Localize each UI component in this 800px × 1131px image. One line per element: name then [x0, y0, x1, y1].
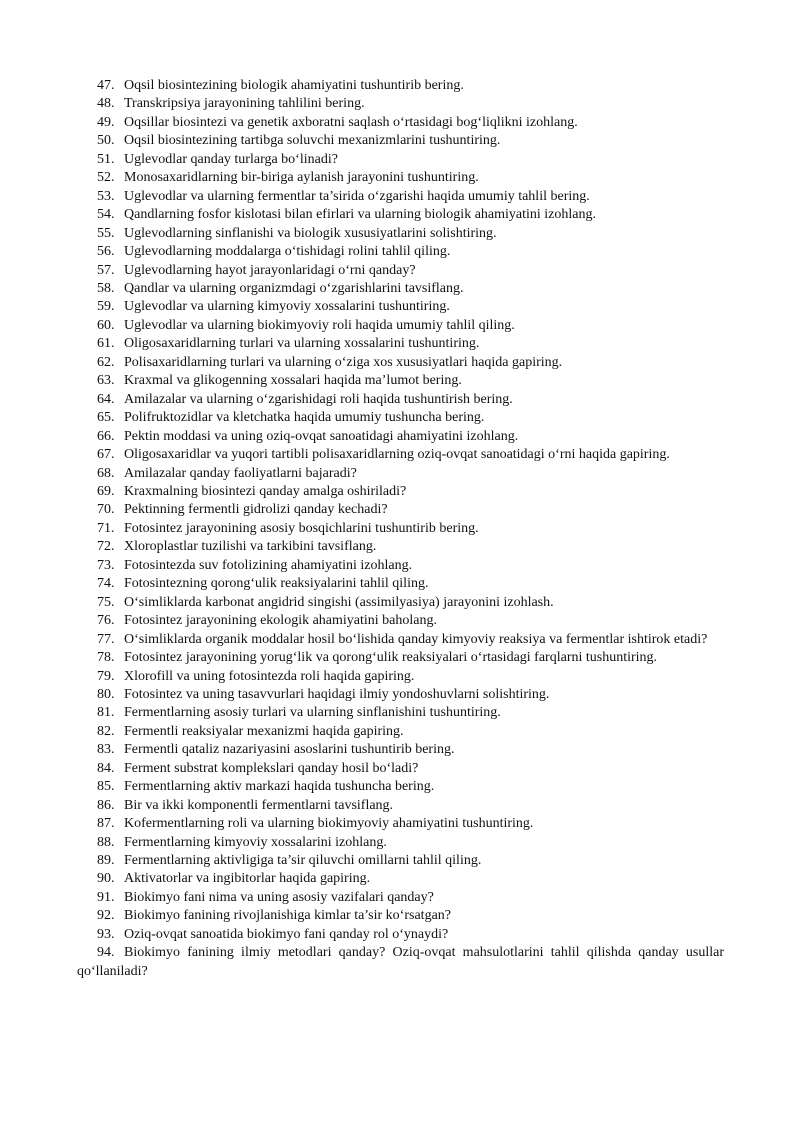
question-text: Biokimyo fanining ilmiy metodlari qanday? Oziq-ovqat mahsulotlarini tahlil qilishda qanday usullar qo‘llaniladi?: [77, 945, 724, 979]
question-number: 74.: [97, 576, 115, 592]
question-number: 70.: [97, 502, 115, 518]
question-item: [77, 926, 724, 944]
question-item: [77, 631, 724, 649]
question-item: [77, 944, 724, 981]
question-number: 79.: [97, 668, 115, 684]
question-text: Qandlarning fosfor kislotasi bilan efirlari va ularning biologik ahamiyatini izohlang.: [124, 207, 596, 223]
question-number: 60.: [97, 317, 115, 333]
question-number: 80.: [97, 686, 115, 702]
question-text: Fermentlarning asosiy turlari va ularning sinflanishini tushuntiring.: [124, 705, 501, 721]
question-number: 51.: [97, 151, 115, 167]
question-item: [77, 169, 724, 187]
question-item: [77, 280, 724, 298]
question-number: 92.: [97, 908, 115, 924]
question-text: Kraxmalning biosintezi qanday amalga oshiriladi?: [124, 483, 407, 499]
question-number: 71.: [97, 520, 115, 536]
question-item: [77, 852, 724, 870]
question-text: Uglevodlar va ularning kimyoviy xossalarini tushuntiring.: [124, 299, 450, 315]
question-text: Pektinning fermentli gidrolizi qanday kechadi?: [124, 502, 388, 518]
question-item: [77, 428, 724, 446]
question-text: Monosaxaridlarning bir-biriga aylanish jarayonini tushuntiring.: [124, 170, 479, 186]
question-text: Kofermentlarning roli va ularning biokimyoviy ahamiyatini tushuntiring.: [124, 816, 534, 832]
question-item: [77, 354, 724, 372]
question-number: 61.: [97, 336, 115, 352]
question-list: [77, 77, 724, 981]
question-text: Oligosaxaridlarning turlari va ularning xossalarini tushuntiring.: [124, 336, 480, 352]
question-number: 68.: [97, 465, 115, 481]
question-number: 55.: [97, 225, 115, 241]
question-text: Uglevodlarning sinflanishi va biologik xususiyatlarini solishtiring.: [124, 225, 497, 241]
question-text: Xlorofill va uning fotosintezda roli haqida gapiring.: [124, 668, 415, 684]
question-text: Fotosintezda suv fotolizining ahamiyatini izohlang.: [124, 557, 413, 573]
question-number: 62.: [97, 354, 115, 370]
question-text: Oqsil biosintezining biologik ahamiyatini tushuntirib bering.: [124, 78, 464, 93]
question-text: Kraxmal va glikogenning xossalari haqida ma’lumot bering.: [124, 373, 462, 389]
question-item: [77, 612, 724, 630]
question-number: 56.: [97, 244, 115, 260]
question-number: 63.: [97, 373, 115, 389]
question-item: [77, 538, 724, 556]
question-item: [77, 409, 724, 427]
question-text: Qandlar va ularning organizmdagi o‘zgarishlarini tavsiflang.: [124, 280, 464, 296]
question-text: Biokimyo fani nima va uning asosiy vazifalari qanday?: [124, 889, 434, 905]
question-item: [77, 778, 724, 796]
question-number: 48.: [97, 96, 115, 112]
question-number: 94.: [97, 945, 115, 961]
question-number: 88.: [97, 834, 115, 850]
question-text: Oziq-ovqat sanoatida biokimyo fani qanday rol o‘ynaydi?: [124, 926, 449, 942]
question-item: [77, 575, 724, 593]
question-text: Fotosintez jarayonining ekologik ahamiyatini baholang.: [124, 613, 437, 629]
question-text: Oqsil biosintezining tartibga soluvchi mexanizmlarini tushuntiring.: [124, 133, 501, 149]
question-number: 47.: [97, 78, 115, 93]
question-text: Fermentli reaksiyalar mexanizmi haqida gapiring.: [124, 723, 404, 739]
question-number: 91.: [97, 889, 115, 905]
question-text: Polisaxaridlarning turlari va ularning o‘ziga xos xususiyatlari haqida gapiring.: [124, 354, 563, 370]
question-item: [77, 335, 724, 353]
question-text: Fermentlarning kimyoviy xossalarini izohlang.: [124, 834, 387, 850]
question-item: [77, 723, 724, 741]
question-number: 85.: [97, 779, 115, 795]
question-number: 87.: [97, 816, 115, 832]
question-item: [77, 132, 724, 150]
question-item: [77, 243, 724, 261]
question-text: Aktivatorlar va ingibitorlar haqida gapiring.: [124, 871, 371, 887]
question-text: Uglevodlar va ularning biokimyoviy roli haqida umumiy tahlil qiling.: [124, 317, 515, 333]
question-number: 84.: [97, 760, 115, 776]
question-text: Ferment substrat komplekslari qanday hosil bo‘ladi?: [124, 760, 419, 776]
question-item: [77, 797, 724, 815]
question-item: [77, 741, 724, 759]
question-number: 76.: [97, 613, 115, 629]
question-text: Amilazalar va ularning o‘zgarishidagi roli haqida tushuntirish bering.: [124, 391, 513, 407]
question-number: 75.: [97, 594, 115, 610]
question-item: [77, 557, 724, 575]
question-text: Fotosintez jarayonining asosiy bosqichlarini tushuntirib bering.: [124, 520, 479, 536]
question-number: 69.: [97, 483, 115, 499]
question-number: 83.: [97, 742, 115, 758]
question-item: [77, 114, 724, 132]
question-item: [77, 391, 724, 409]
question-item: [77, 815, 724, 833]
question-item: [77, 446, 724, 464]
question-item: [77, 889, 724, 907]
question-item: [77, 649, 724, 667]
question-number: 64.: [97, 391, 115, 407]
question-text: Fotosintezning qorong‘ulik reaksiyalarini tahlil qiling.: [124, 576, 429, 592]
question-number: 52.: [97, 170, 115, 186]
question-text: O‘simliklarda karbonat angidrid singishi (assimilyasiya) jarayonini izohlash.: [124, 594, 554, 610]
question-number: 93.: [97, 926, 115, 942]
question-number: 77.: [97, 631, 115, 647]
question-number: 89.: [97, 853, 115, 869]
question-item: [77, 206, 724, 224]
question-text: Fermentlarning aktivligiga ta’sir qiluvchi omillarni tahlil qiling.: [124, 853, 482, 869]
question-text: Fotosintez jarayonining yorug‘lik va qorong‘ulik reaksiyalari o‘rtasidagi farqlarni tushuntiring.: [124, 650, 658, 666]
question-number: 90.: [97, 871, 115, 887]
question-item: [77, 262, 724, 280]
question-item: [77, 95, 724, 113]
question-text: Amilazalar qanday faoliyatlarni bajaradi?: [124, 465, 357, 481]
question-item: [77, 520, 724, 538]
question-number: 72.: [97, 539, 115, 555]
question-text: Polifruktozidlar va kletchatka haqida umumiy tushuncha bering.: [124, 410, 485, 426]
question-text: Biokimyo fanining rivojlanishiga kimlar ta’sir ko‘rsatgan?: [124, 908, 451, 924]
question-item: [77, 834, 724, 852]
question-number: 82.: [97, 723, 115, 739]
question-text: Uglevodlarning hayot jarayonlaridagi o‘rni qanday?: [124, 262, 416, 278]
question-item: [77, 483, 724, 501]
question-number: 66.: [97, 428, 115, 444]
question-number: 67.: [97, 447, 115, 463]
question-text: Fotosintez va uning tasavvurlari haqidagi ilmiy yondoshuvlarni solishtiring.: [124, 686, 550, 702]
question-item: [77, 372, 724, 390]
question-text: Oqsillar biosintezi va genetik axboratni saqlash o‘rtasidagi bog‘liqlikni izohlang.: [124, 114, 578, 130]
question-text: Oligosaxaridlar va yuqori tartibli polisaxaridlarning oziq-ovqat sanoatidagi o‘rni haqida gapiring.: [124, 447, 670, 463]
question-number: 57.: [97, 262, 115, 278]
question-number: 49.: [97, 114, 115, 130]
question-item: [77, 188, 724, 206]
question-item: [77, 668, 724, 686]
question-item: [77, 77, 724, 95]
question-number: 65.: [97, 410, 115, 426]
question-item: [77, 317, 724, 335]
question-item: [77, 686, 724, 704]
question-item: [77, 298, 724, 316]
question-item: [77, 151, 724, 169]
question-item: [77, 760, 724, 778]
question-text: Transkripsiya jarayonining tahlilini bering.: [124, 96, 365, 112]
question-item: [77, 870, 724, 888]
question-number: 59.: [97, 299, 115, 315]
question-item: [77, 907, 724, 925]
question-item: [77, 225, 724, 243]
question-text: Fermentlarning aktiv markazi haqida tushuncha bering.: [124, 779, 435, 795]
question-number: 54.: [97, 207, 115, 223]
question-text: Uglevodlar va ularning fermentlar ta’sirida o‘zgarishi haqida umumiy tahlil bering.: [124, 188, 590, 204]
question-number: 73.: [97, 557, 115, 573]
question-item: [77, 594, 724, 612]
question-number: 86.: [97, 797, 115, 813]
question-text: O‘simliklarda organik moddalar hosil bo‘lishida qanday kimyoviy reaksiya va fermentlar ishtirok etadi?: [124, 631, 708, 647]
question-text: Pektin moddasi va uning oziq-ovqat sanoatidagi ahamiyatini izohlang.: [124, 428, 519, 444]
question-text: Bir va ikki komponentli fermentlarni tavsiflang.: [124, 797, 394, 813]
question-item: [77, 465, 724, 483]
question-number: 78.: [97, 650, 115, 666]
question-number: 58.: [97, 280, 115, 296]
question-number: 53.: [97, 188, 115, 204]
question-item: [77, 704, 724, 722]
question-number: 81.: [97, 705, 115, 721]
question-text: Uglevodlar qanday turlarga bo‘linadi?: [124, 151, 338, 167]
question-item: [77, 501, 724, 519]
question-text: Uglevodlarning moddalarga o‘tishidagi rolini tahlil qiling.: [124, 244, 451, 260]
question-text: Fermentli qataliz nazariyasini asoslarini tushuntirib bering.: [124, 742, 455, 758]
question-text: Xloroplastlar tuzilishi va tarkibini tavsiflang.: [124, 539, 377, 555]
question-number: 50.: [97, 133, 115, 149]
